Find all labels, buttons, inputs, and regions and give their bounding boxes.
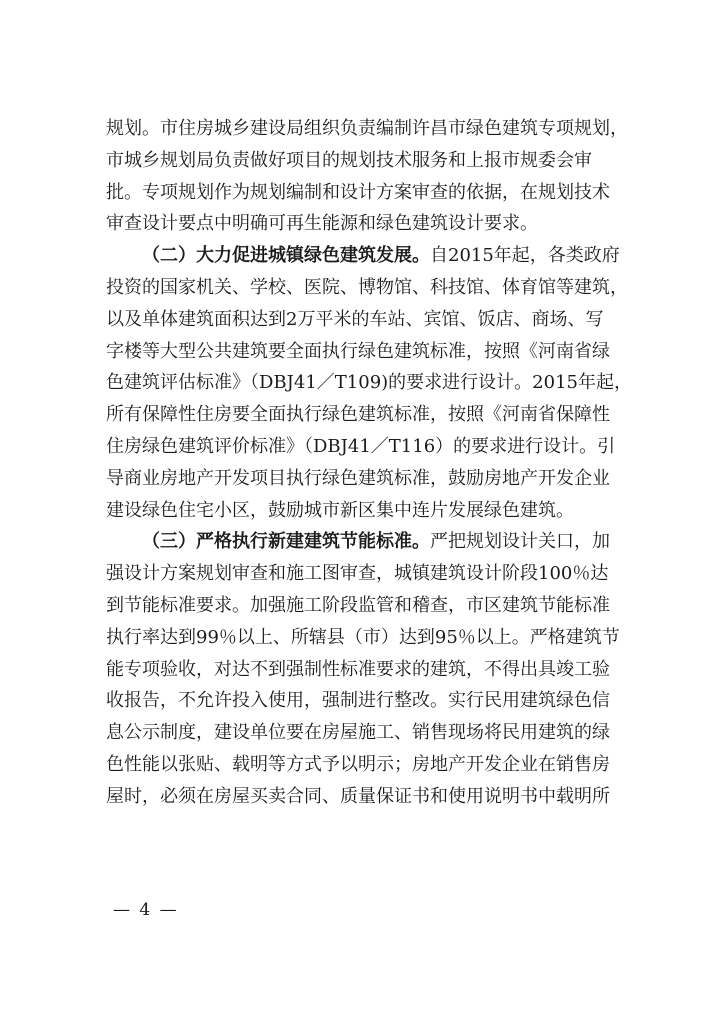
text-line: 审查设计要点中明确可再生能源和绿色建筑设计要求。 [106, 213, 538, 235]
text-line: 所有保障性住房要全面执行绿色建筑标准，按照《河南省保障性 [106, 404, 610, 426]
section-heading: （二）大力促进城镇绿色建筑发展。 [142, 245, 430, 267]
text-span: 自2015年起，各类政府 [430, 245, 620, 267]
paragraph-2 [106, 240, 634, 526]
text-line: 色建筑评估标准》（DBJ41／T109)的要求进行设计。2015年起， [106, 372, 632, 394]
text-line: 规划。市住房城乡建设局组织负责编制许昌市绿色建筑专项规划， [106, 118, 628, 139]
text-line: 屋时，必须在房屋买卖合同、质量保证书和使用说明书中载明所 [106, 785, 610, 807]
text-span: 严把规划设计关口，加 [430, 531, 610, 553]
text-line: 执行率达到99％以上、所辖县（市）达到95％以上。严格建筑节 [106, 626, 620, 648]
paragraph-3 [106, 526, 634, 812]
paragraph-first-line [106, 240, 634, 272]
text-line: 住房绿色建筑评价标准》（DBJ41／T116）的要求进行设计。引 [106, 435, 616, 457]
text-line: 能专项验收，对达不到强制性标准要求的建筑，不得出具竣工验 [106, 658, 610, 680]
text-line: 强设计方案规划审查和施工图审查，城镇建筑设计阶段100％达 [106, 563, 609, 585]
text-line: 息公示制度，建设单位要在房屋施工、销售现场将民用建筑的绿 [106, 722, 610, 744]
paragraph-1 [106, 113, 634, 240]
text-line: 色性能以张贴、载明等方式予以明示；房地产开发企业在销售房 [106, 753, 610, 775]
paragraph-first-line [106, 526, 634, 558]
text-line: 投资的国家机关、学校、医院、博物馆、科技馆、体育馆等建筑， [106, 276, 628, 298]
page-number: — 4 — [113, 900, 179, 920]
text-line: 市城乡规划局负责做好项目的规划技术服务和上报市规委会审 [106, 149, 592, 171]
text-line: 字楼等大型公共建筑要全面执行绿色建筑标准，按照《河南省绿 [106, 340, 610, 362]
text-line: 建设绿色住宅小区，鼓励城市新区集中连片发展绿色建筑。 [106, 499, 574, 521]
text-line: 以及单体建筑面积达到2万平米的车站、宾馆、饭店、商场、写 [106, 308, 604, 330]
text-line: 批。专项规划作为规划编制和设计方案审查的依据，在规划技术 [106, 181, 610, 203]
text-line: 到节能标准要求。加强施工阶段监管和稽查，市区建筑节能标准 [106, 594, 610, 616]
text-line: 导商业房地产开发项目执行绿色建筑标准，鼓励房地产开发企业 [106, 467, 610, 489]
text-line: 收报告，不允许投入使用，强制进行整改。实行民用建筑绿色信 [106, 690, 610, 712]
section-heading: （三）严格执行新建建筑节能标准。 [142, 531, 430, 553]
document-body [106, 113, 634, 813]
